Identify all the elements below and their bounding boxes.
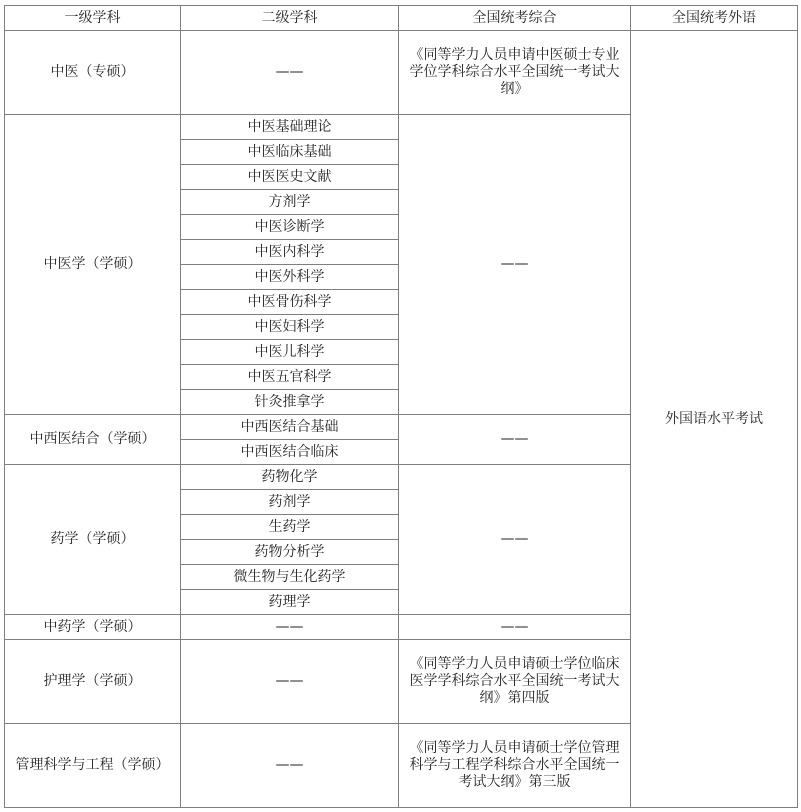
secondary-subject: 中医临床基础 <box>181 140 399 165</box>
secondary-subject: 微生物与生化药学 <box>181 565 399 590</box>
secondary-subject: 中医内科学 <box>181 240 399 265</box>
primary-subject: 中药学（学硕） <box>5 615 181 640</box>
comprehensive-exam: —— <box>399 615 631 640</box>
secondary-subject: —— <box>181 31 399 115</box>
secondary-subject: 中西医结合临床 <box>181 440 399 465</box>
comprehensive-exam: 《同等学力人员申请硕士学位临床医学学科综合水平全国统一考试大纲》第四版 <box>399 640 631 724</box>
header-primary: 一级学科 <box>5 6 181 31</box>
primary-subject: 中西医结合（学硕） <box>5 415 181 465</box>
table-row <box>5 31 798 115</box>
secondary-subject: 方剂学 <box>181 190 399 215</box>
secondary-subject: —— <box>181 640 399 724</box>
primary-subject: 管理科学与工程（学硕） <box>5 724 181 808</box>
primary-subject: 中医学（学硕） <box>5 115 181 415</box>
secondary-subject: 药物化学 <box>181 465 399 490</box>
secondary-subject: 中医诊断学 <box>181 215 399 240</box>
comprehensive-exam: —— <box>399 415 631 465</box>
comprehensive-exam: —— <box>399 465 631 615</box>
foreign-language-exam: 外国语水平考试 <box>631 31 798 808</box>
secondary-subject: 生药学 <box>181 515 399 540</box>
primary-subject: 中医（专硕） <box>5 31 181 115</box>
secondary-subject: 药物分析学 <box>181 540 399 565</box>
secondary-subject: —— <box>181 615 399 640</box>
header-foreign-language: 全国统考外语 <box>631 6 798 31</box>
header-row <box>5 6 798 31</box>
secondary-subject: 中西医结合基础 <box>181 415 399 440</box>
degree-subject-table <box>4 5 798 808</box>
secondary-subject: 中医医史文献 <box>181 165 399 190</box>
secondary-subject: 中医五官科学 <box>181 365 399 390</box>
secondary-subject: 中医基础理论 <box>181 115 399 140</box>
comprehensive-exam: 《同等学力人员申请中医硕士专业学位学科综合水平全国统一考试大纲》 <box>399 31 631 115</box>
secondary-subject: 药剂学 <box>181 490 399 515</box>
secondary-subject: 针灸推拿学 <box>181 390 399 415</box>
header-secondary: 二级学科 <box>181 6 399 31</box>
secondary-subject: 中医妇科学 <box>181 315 399 340</box>
comprehensive-exam: —— <box>399 115 631 415</box>
primary-subject: 药学（学硕） <box>5 465 181 615</box>
secondary-subject: 药理学 <box>181 590 399 615</box>
primary-subject: 护理学（学硕） <box>5 640 181 724</box>
header-comprehensive: 全国统考综合 <box>399 6 631 31</box>
secondary-subject: 中医儿科学 <box>181 340 399 365</box>
secondary-subject: —— <box>181 724 399 808</box>
comprehensive-exam: 《同等学力人员申请硕士学位管理科学与工程学科综合水平全国统一考试大纲》第三版 <box>399 724 631 808</box>
secondary-subject: 中医骨伤科学 <box>181 290 399 315</box>
secondary-subject: 中医外科学 <box>181 265 399 290</box>
